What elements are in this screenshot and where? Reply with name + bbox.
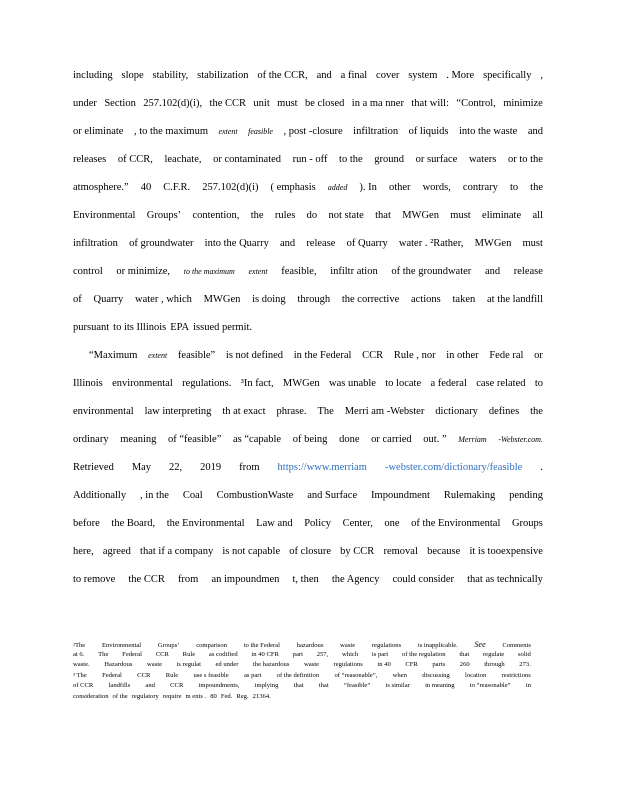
body-word: “Control, (456, 98, 496, 109)
body-word: Center, (342, 518, 373, 529)
body-word: Environmental (73, 210, 136, 221)
footnote-word: discussing (422, 671, 450, 679)
body-word: of Quarry (346, 238, 388, 249)
body-word: unit (253, 98, 270, 109)
body-word: before (73, 518, 100, 529)
footnote-word: use s feasible (193, 671, 229, 679)
body-word: The (317, 406, 334, 417)
body-line (73, 266, 543, 294)
body-word: it is tooexpensive (469, 546, 543, 557)
footnote-word: that (293, 682, 304, 689)
footnote-word: Groups’ (157, 642, 180, 649)
footnote-word: Comments (502, 642, 531, 649)
footnote-word: of CCR (73, 682, 94, 689)
body-word: and (279, 238, 296, 249)
footnote-word: Rule (165, 671, 179, 679)
body-word: that as technically (467, 574, 543, 585)
body-word: slope (121, 70, 144, 81)
footnote-word: landfills (108, 682, 131, 689)
footnote-word: through (484, 661, 505, 668)
footnote-word: regulations (333, 661, 363, 668)
body-word: Additionally (73, 490, 127, 501)
body-word: in the Federal (293, 350, 352, 361)
body-word: environmental (112, 378, 173, 389)
body-word: ground (374, 154, 405, 165)
body-word: other (388, 182, 411, 193)
body-word: that (375, 210, 391, 221)
body-word: cover (376, 70, 400, 81)
italic-text: added (327, 183, 348, 192)
footnote-word: ed under (215, 661, 239, 668)
body-word: including (73, 70, 113, 81)
body-word: into the Quarry (204, 238, 269, 249)
body-word: Rulemaking (443, 490, 496, 501)
body-word: Quarry (93, 294, 124, 305)
footnote-line (73, 651, 531, 662)
footnote-word: ³ The (73, 671, 87, 679)
body-word: removal (383, 546, 418, 557)
body-word: actions (411, 294, 441, 305)
italic-text: extent (218, 127, 238, 136)
body-word: control (73, 266, 103, 277)
body-word: run - off (292, 154, 328, 165)
body-line (73, 378, 543, 406)
footnote-word: 273. (519, 661, 531, 668)
body-word: 257.102(d)(i) (202, 182, 259, 193)
body-word: ). In (359, 182, 377, 193)
body-word: from (177, 574, 199, 585)
footnote-line (73, 672, 531, 683)
body-word: Fede ral (489, 350, 524, 361)
body-word: law interpreting (144, 406, 212, 417)
body-line (73, 238, 543, 266)
body-line (73, 518, 543, 546)
italic-text: to the maximum (183, 267, 235, 276)
body-word: minimize (503, 98, 543, 109)
body-word: of (73, 294, 82, 305)
body-word: the CCR (209, 98, 247, 109)
body-word: to its Illinois (113, 322, 167, 333)
body-word: a federal (430, 378, 467, 389)
footnote-word: Fed. (220, 692, 233, 700)
footnote-word: of the definition (276, 671, 320, 679)
footnote-word: Environmental (101, 642, 142, 649)
italic-text: -Webster.com. (498, 435, 543, 444)
footnote-word: as codified (208, 650, 238, 658)
body-word: done (339, 434, 360, 445)
footnote-word: CCR (170, 682, 184, 689)
body-word: ³In fact, (240, 378, 274, 389)
body-word: as “capable (233, 434, 282, 445)
footnote-word: the hazardous (252, 661, 290, 668)
body-word: issued permit. (193, 322, 253, 333)
footnote-word: which (342, 650, 359, 658)
body-word: CombustionWaste (216, 490, 294, 501)
body-word: here, (73, 546, 94, 557)
body-word: through (297, 294, 331, 305)
footnote-word: impoundments, (198, 682, 240, 689)
body-word: the Board, (111, 518, 156, 529)
body-word: waters (468, 154, 497, 165)
body-word: pursuant (73, 322, 110, 333)
body-word: Merri am -Webster (344, 406, 425, 417)
body-line (73, 406, 543, 434)
body-word: Illinois (73, 378, 103, 389)
footnote-word: when (392, 671, 407, 679)
body-word: infiltr ation (330, 266, 378, 277)
body-word: of being (292, 434, 328, 445)
body-word: agreed (102, 546, 131, 557)
body-word: CCR (362, 350, 384, 361)
body-word: and (316, 70, 332, 81)
body-word: must (277, 98, 298, 109)
footnote-word: is regulat (176, 661, 201, 668)
footnote-word: 260 (459, 661, 470, 668)
body-word: is not capable (222, 546, 281, 557)
italic-text: See (474, 640, 486, 649)
footnote-word: is inapplicable. (417, 642, 458, 649)
body-word: MWGen (402, 210, 439, 221)
body-line (73, 434, 543, 462)
body-word: one (384, 518, 400, 529)
body-word: pending (509, 490, 543, 501)
body-word: meaning (120, 434, 157, 445)
body-word: all (532, 210, 543, 221)
footnote-line (73, 640, 531, 651)
italic-text: extent (148, 351, 168, 360)
footnote-word: waste (340, 642, 356, 649)
body-word: rules (274, 210, 296, 221)
body-line (73, 350, 543, 378)
body-word: to locate (385, 378, 422, 389)
body-word: “Maximum (89, 350, 138, 361)
body-word: defines (488, 406, 520, 417)
body-line (73, 546, 543, 574)
footnote-word: that (318, 682, 329, 689)
footnote-word: of the regulation (401, 650, 446, 658)
body-word: MWGen (203, 294, 241, 305)
body-word: from (239, 462, 260, 473)
body-word: be closed (305, 98, 345, 109)
footnote-word: regulations (371, 642, 402, 649)
body-word: is not defined (225, 350, 284, 361)
footnote-word: regulatory (131, 692, 159, 700)
url-link[interactable]: https://www.merriam (277, 462, 367, 473)
body-word: EPA (170, 322, 190, 333)
body-word: under (73, 98, 97, 109)
footnote-word: ²The (73, 642, 86, 649)
body-word: by CCR (340, 546, 375, 557)
body-word: regulations. (182, 378, 232, 389)
body-word: to remove (73, 574, 116, 585)
body-word: do (306, 210, 318, 221)
body-word: atmosphere.” (73, 182, 129, 193)
body-word: and (527, 126, 543, 137)
footnote-word: in meaning (425, 682, 455, 689)
body-word: environmental (73, 406, 134, 417)
footnote-word: as part (243, 671, 262, 679)
body-word: of the CCR, (257, 70, 308, 81)
body-word: or carried (371, 434, 412, 445)
footnote-word: to the Federal (243, 642, 280, 649)
body-word: of the groundwater (391, 266, 472, 277)
footnote-word: at 6. (73, 650, 85, 658)
footnote-word: 21364. (252, 692, 271, 700)
body-word: Retrieved (73, 462, 114, 473)
footnote-word: Rule (182, 650, 196, 658)
footnote-word: Federal (102, 671, 122, 679)
footnote-word: waste (147, 661, 163, 668)
footnote-word: CCR (137, 671, 151, 679)
body-word: 40 (140, 182, 152, 193)
body-word: of liquids (408, 126, 449, 137)
body-line (73, 462, 543, 490)
body-line (73, 490, 543, 518)
body-word: was unable (328, 378, 376, 389)
body-word: . (540, 462, 543, 473)
footnote-word: of the (112, 692, 128, 700)
body-word: C.F.R. (163, 182, 191, 193)
footnote-word: CFR (405, 661, 418, 668)
body-line (73, 574, 543, 602)
url-link[interactable]: -webster.com/dictionary/feasible (384, 462, 523, 473)
body-word: of the Environmental (411, 518, 501, 529)
body-word: th at exact (222, 406, 266, 417)
footnote-word: comparison (196, 642, 227, 649)
body-word: MWGen (474, 238, 512, 249)
body-word: that will: (411, 98, 449, 109)
body-word: ordinary (73, 434, 109, 445)
body-word: Policy (304, 518, 332, 529)
body-word: Law and (256, 518, 293, 529)
body-word: 22, (169, 462, 183, 473)
footnote-word: Federal (122, 650, 142, 658)
footnote-word: in 40 (377, 661, 391, 668)
body-word: dictionary (435, 406, 478, 417)
footnote-line (73, 661, 531, 672)
footnote-word: hazardous (296, 642, 324, 649)
body-word: into the waste (459, 126, 518, 137)
body-word: an impoundmen (211, 574, 280, 585)
italic-text: extent (248, 267, 268, 276)
body-text (73, 70, 543, 602)
body-word: the corrective (341, 294, 400, 305)
footnote-word: restrictions (501, 671, 531, 679)
body-line (73, 98, 543, 126)
body-word: , in the (140, 490, 169, 501)
body-word: , to the maximum (133, 126, 209, 137)
body-word: to the (339, 154, 363, 165)
body-word: Coal (182, 490, 203, 501)
footnote-word: “feasible” (343, 682, 371, 689)
body-word: the Environmental (166, 518, 245, 529)
body-word: to (534, 378, 543, 389)
body-line (73, 182, 543, 210)
body-word: the CCR (128, 574, 165, 585)
footnote-word: in (525, 682, 531, 689)
body-word: release (513, 266, 543, 277)
footnote-word: regulate (482, 650, 505, 658)
footnote-word: of “reasonable”, (334, 671, 378, 679)
body-word: and (484, 266, 501, 277)
footnote-word: m ents . (185, 692, 207, 700)
italic-text: feasible (248, 127, 273, 136)
italic-text: Merriam (458, 435, 487, 444)
footnote-word: The (98, 650, 109, 658)
footnote-word: location (465, 671, 487, 679)
body-word: eliminate (482, 210, 522, 221)
body-word: . More (446, 70, 475, 81)
footnotes (73, 640, 531, 703)
body-word: system (408, 70, 438, 81)
body-word: Groups (511, 518, 543, 529)
body-word: May (131, 462, 152, 473)
footnote-word: CCR (155, 650, 169, 658)
body-word: t, then (292, 574, 319, 585)
body-word: MWGen (282, 378, 320, 389)
body-word: that if a company (140, 546, 214, 557)
body-word: of “feasible” (168, 434, 222, 445)
body-word: taken (452, 294, 476, 305)
body-word: Rule , nor (393, 350, 436, 361)
footnote-line (73, 693, 531, 704)
body-word: the (530, 406, 543, 417)
body-word: must (522, 238, 543, 249)
footnote-word: in 40 CFR (251, 650, 279, 658)
footnote-word: that (459, 650, 470, 658)
body-word: or minimize, (116, 266, 171, 277)
body-word: of groundwater (129, 238, 194, 249)
body-word: contrary (462, 182, 498, 193)
body-word: water , which (135, 294, 192, 305)
body-word: the (250, 210, 264, 221)
body-word: water . ²Rather, (398, 238, 464, 249)
body-word: feasible, (281, 266, 317, 277)
body-line (73, 210, 543, 238)
body-word: stabilization (197, 70, 249, 81)
body-word: , post -closure (283, 126, 343, 137)
body-word: a final (340, 70, 368, 81)
footnote-word: implying (254, 682, 279, 689)
body-word: is doing (252, 294, 286, 305)
footnote-word: and (145, 682, 155, 689)
body-word: phrase. (276, 406, 307, 417)
body-word: case related (476, 378, 526, 389)
body-word: or eliminate (73, 126, 124, 137)
body-line (73, 322, 543, 350)
footnote-word: 80 (210, 692, 217, 700)
body-line (73, 154, 543, 182)
body-word: 257.102(d)(i), (143, 98, 203, 109)
footnote-word: is part (371, 650, 389, 658)
body-word: Groups’ (146, 210, 182, 221)
body-word: infiltration (353, 126, 399, 137)
body-word: Impoundment (371, 490, 430, 501)
body-word: words, (422, 182, 451, 193)
body-word: of closure (289, 546, 331, 557)
body-word: at the landfill (487, 294, 543, 305)
body-word: release (306, 238, 336, 249)
footnote-word: is similar (385, 682, 410, 689)
footnote-word: 257, (316, 650, 329, 658)
body-word: , (540, 70, 543, 81)
body-line (73, 70, 543, 98)
body-word: 2019 (200, 462, 222, 473)
body-word: specifically (483, 70, 532, 81)
body-word: feasible” (177, 350, 216, 361)
footnote-line (73, 682, 531, 693)
body-word: Section (104, 98, 136, 109)
footnote-word: part (292, 650, 303, 658)
body-word: of CCR, (117, 154, 153, 165)
body-word: stability, (152, 70, 189, 81)
footnote-word: solid (517, 650, 531, 658)
body-word: releases (73, 154, 107, 165)
footnote-word: Hazardous (104, 661, 133, 668)
body-word: and Surface (307, 490, 358, 501)
body-word: or to the (507, 154, 543, 165)
body-word: leachate, (164, 154, 202, 165)
body-word: infiltration (73, 238, 118, 249)
body-word: the (530, 182, 543, 193)
footnote-word: Reg. (236, 692, 249, 700)
body-word: or surface (415, 154, 458, 165)
footnote-word: to “reasonable” (469, 682, 511, 689)
body-word: ( emphasis (270, 182, 316, 193)
body-word: not state (328, 210, 364, 221)
body-word: contention, (192, 210, 240, 221)
body-word: in other (446, 350, 479, 361)
body-word: in a ma nner (351, 98, 404, 109)
body-line (73, 294, 543, 322)
body-word: must (450, 210, 471, 221)
body-line (73, 126, 543, 154)
footnote-word: waste. (73, 661, 90, 668)
body-word: the Agency (331, 574, 380, 585)
body-word: could consider (392, 574, 454, 585)
footnote-word: consideration (73, 692, 109, 700)
footnote-word: require (162, 692, 182, 700)
body-word: because (427, 546, 461, 557)
footnote-word: parts (432, 661, 446, 668)
footnote-word: waste (303, 661, 319, 668)
body-word: out. ” (423, 434, 447, 445)
body-word: to (509, 182, 519, 193)
body-word: or contaminated (213, 154, 282, 165)
body-word: or (534, 350, 543, 361)
